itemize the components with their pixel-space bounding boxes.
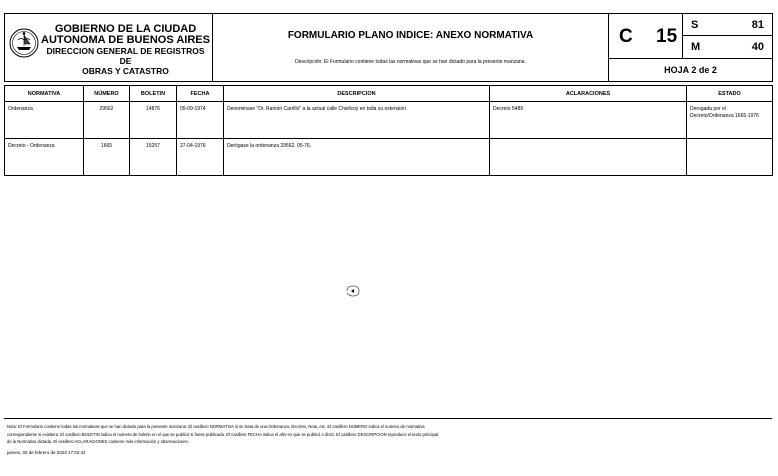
form-header: [4, 13, 773, 82]
cell-estado: Derogada por el Decreto/Ordenanza 1665-1976: [687, 102, 773, 139]
circunscripcion-code: [609, 14, 683, 59]
table-row: [5, 139, 773, 176]
footer-note-line: de la Normativa dictada. El casillero ACLARACIONES contiene más información y observaciones.: [7, 439, 189, 444]
org-name-line1: GOBIERNO DE LA CIUDAD: [54, 23, 197, 35]
cell-normativa: Decreto - Ordenanza: [5, 139, 84, 176]
column-header: ESTADO: [687, 86, 773, 102]
footer-note-line: Nota: El Formulario contiene todas las normativas que se han dictado para la presente manzana. El casillero NORMATIVA si se trata de una Ordenanza, Decreto, Nota, etc. El casillero NÚMERO indica el numero de normativa: [7, 424, 425, 429]
column-header: DESCRIPCION: [224, 86, 490, 102]
footer-note: [7, 423, 727, 446]
org-name-line2: AUTONOMA DE BUENOS AIRES: [41, 34, 210, 46]
column-header: ACLARACIONES: [490, 86, 687, 102]
cell-numero: 29562: [84, 102, 130, 139]
cell-fecha: 05-09-1974: [177, 102, 224, 139]
cell-normativa: Ordenanza: [5, 102, 84, 139]
normativa-table: [4, 85, 773, 176]
cell-estado: [687, 139, 773, 176]
cell-aclaraciones: [490, 139, 687, 176]
manzana-value: 40: [751, 41, 764, 53]
cell-boletin: 15257: [130, 139, 177, 176]
cell-fecha: 27-04-1976: [177, 139, 224, 176]
seccion-value: 81: [751, 18, 764, 31]
page-indicator: HOJA 2 de 2: [609, 59, 773, 82]
circunscripcion-letter: C: [619, 26, 633, 47]
footer-note-line: correspondiente si existiera. El casillero BOLETIN indica el numero de boletin en el que se publicó si fuese publicada. El casillero FECHA indica el año en que se publicó o dictó. El casillero DESCRIPCION reproduce el texto principal: [7, 431, 439, 437]
manzana-label: M: [691, 41, 701, 53]
cell-aclaraciones: Decreto 5489: [490, 102, 687, 139]
print-timestamp: jueves, 02 de febrero de 2023 17:02:34: [7, 450, 86, 455]
form-title: FORMULARIO PLANO INDICE: ANEXO NORMATIVA: [287, 30, 534, 41]
organization-block: [5, 14, 213, 82]
footer-divider: [4, 418, 772, 419]
cell-descripcion: Derógase la ordenanza 29562. 05-76.: [224, 139, 490, 176]
cell-numero: 1665: [84, 139, 130, 176]
form-title-block: [213, 14, 609, 82]
column-header: NORMATIVA: [5, 86, 84, 102]
seccion-cell: [683, 14, 773, 36]
org-name-line4: OBRAS Y CATASTRO: [82, 66, 169, 76]
table-header-row: [5, 86, 773, 102]
column-header: BOLETIN: [130, 86, 177, 102]
org-name-line3: DIRECCION GENERAL DE REGISTROS DE: [46, 46, 205, 66]
manzana-cell: [683, 36, 773, 59]
column-header: NÚMERO: [84, 86, 130, 102]
cell-boletin: 14876: [130, 102, 177, 139]
table-row: [5, 102, 773, 139]
city-seal-icon: [9, 28, 39, 58]
seccion-label: S: [691, 18, 699, 31]
column-header: FECHA: [177, 86, 224, 102]
cell-descripcion: Denominase "Dr. Ramón Carrillo" a la actual calle Chivilcoy en toda su extensión.: [224, 102, 490, 139]
form-description: Descripción: El Formulario contiene todas las normativas que se han dictado para la presente manzana.: [295, 59, 526, 65]
circunscripcion-number: 15: [656, 26, 678, 47]
cursor-icon: [344, 284, 362, 298]
